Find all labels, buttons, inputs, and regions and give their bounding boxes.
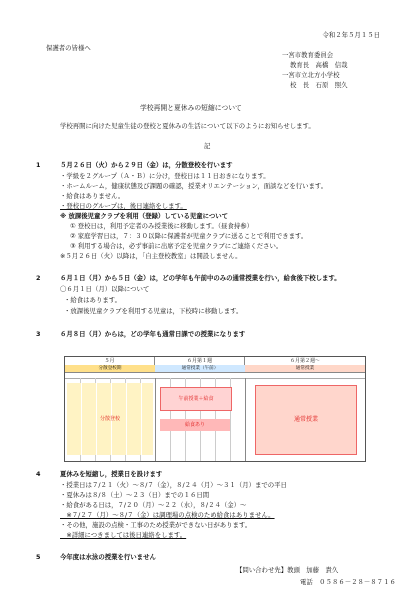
s5-heading: 今年度は水泳の授業を行いません [60, 553, 156, 561]
s4-bullet-6: ※詳細につきましては後日連絡をします。 [60, 531, 187, 539]
sender-school: 一宮市立北方小学校 [282, 71, 340, 79]
chart-month-may: ５月 [65, 357, 155, 366]
chart-month-june-w1: ６月第１週 [155, 357, 245, 366]
sender-org: 一宮市教育委員会 [282, 51, 334, 59]
s4-bullet-3: ・給食がある日は，７/２０（月）～２２（水），８/２４（金）～ [60, 501, 247, 509]
s1-bullet-4: ・登校日のグループは，後日連絡をします。 [60, 202, 187, 210]
s1-bullet-1: ・学級を２グループ（Ａ・Ｂ）に分け，登校日は１１日おきになります。 [60, 172, 270, 180]
s2-bullet-1: ・給食はあります。 [64, 296, 122, 304]
intro: 学校再開に向けた児童生徒の登校と夏休みの生活について以下のようにお知らせします。 [60, 122, 315, 130]
s1-club-item-1: ① 登校日は，利用予定者のみ授業後に移動します。（昼食持参） [70, 222, 253, 230]
chart-block-regular: 通常授業 [255, 385, 357, 455]
s1-club-item-3: ③ 利用する場合は，必ず事前に出席予定を児童クラブにご連絡ください。 [70, 242, 283, 250]
doc-title: 学校再開と夏休みの短縮について [140, 104, 242, 112]
s1-bullet-2: ・ホームルーム，健康状態及び課題の確認，授業オリエンテーション，面談などを行います。 [60, 182, 328, 190]
s3-num: 3 [36, 330, 41, 338]
contact-tel: 電話 ０５８６－２８－８７１６ [300, 578, 396, 586]
s2-heading: ６月１日（月）から５日（金）は，どの学年も午前中のみの通常授業を行い，給食後下校します。 [60, 274, 341, 282]
chart-block-morning: 午前授業＋給食 [160, 387, 232, 411]
chart-block-dispersed: 分散登校 [67, 383, 153, 455]
s2-bullet-2: ・放課後児童クラブを利用する児童は，下校時に移動します。 [64, 307, 243, 315]
s4-num: 4 [36, 470, 41, 478]
ki-marker: 記 [204, 142, 211, 150]
s4-bullet-1: ・授業日は７/２１（火）～８/７（金），８/２４（月）～３１（月）までの平日 [60, 481, 287, 489]
s1-bullet-3: ・給食はありません。 [60, 192, 125, 200]
chart-phase-1: 分散登校期 [65, 365, 155, 373]
contact-label: 【問い合わせ先】教頭 加藤 貴久 [236, 566, 339, 574]
s1-note: ※５月２６日（火）以降は，「自主登校教室」は開設しません。 [60, 252, 242, 260]
chart-block-lunch: 給食あり [160, 419, 230, 431]
s5-num: 5 [36, 553, 41, 561]
s4-bullet-4: ※７/２７（月）～８/７（金）は調理場の点検のため給食はありません。 [60, 511, 275, 519]
chart-phase-2: 通常授業（午前） [155, 365, 245, 373]
recipient: 保護者の皆様へ [46, 44, 91, 52]
sender-principal: 校 長 石原 照久 [290, 81, 348, 89]
schedule-chart [64, 356, 366, 462]
s1-club-item-2: ② 家庭学習日は，７：３０以降に保護者が児童クラブに送ることで利用できます。 [70, 232, 308, 240]
s4-heading: 夏休みを短縮し，授業日を設けます [60, 470, 163, 478]
s1-heading: ５月２６日（火）から２９日（金）は，分散登校を行います [60, 161, 233, 169]
date: 令和２年５月１５日 [322, 31, 380, 39]
s2-sub: 〇６月１日（月）以降について [60, 285, 150, 293]
sender-superintendent: 教育長 高橋 信哉 [290, 61, 348, 69]
s1-num: 1 [36, 161, 41, 169]
chart-month-june-w2: ６月第２週～ [245, 357, 365, 366]
s2-num: 2 [36, 274, 41, 282]
s1-club-heading: ※ 放課後児童クラブを利用（登録）している児童について [60, 212, 229, 220]
s4-bullet-5: ・その他，施設の点検・工事のため授業ができない日があります。 [60, 521, 252, 529]
s3-heading: ６月８日（月）からは，どの学年も通常日課での授業になります [60, 330, 246, 338]
s4-bullet-2: ・夏休みは８/８（土）～２３（日）までの１６日間 [60, 491, 210, 499]
chart-phase-3: 通常授業 [245, 365, 365, 373]
